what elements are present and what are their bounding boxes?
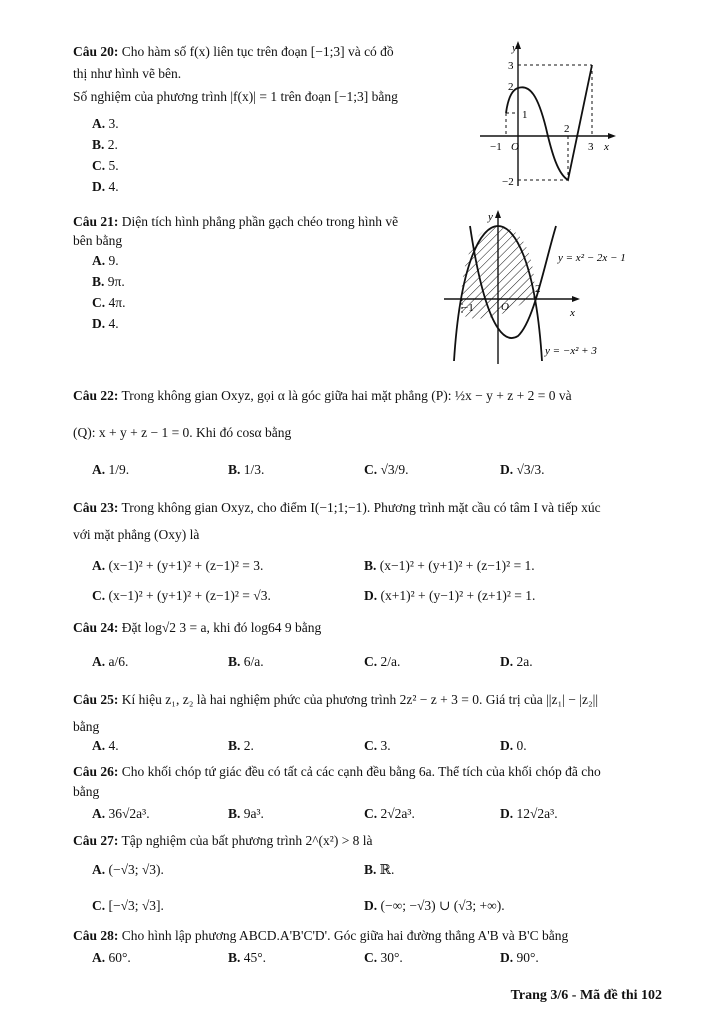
q23-line1 <box>73 500 601 516</box>
q26-option-a <box>92 806 150 822</box>
q27-option-b <box>364 862 394 878</box>
option-letter: B. <box>364 862 377 877</box>
q20-option-b <box>92 137 118 153</box>
q28-option-a <box>92 950 131 966</box>
tick-x3: 3 <box>588 141 594 153</box>
option-text: √3/3. <box>516 462 545 477</box>
question-text: Cho hình lập phương ABCD.A'B'C'D'. Góc giữa hai đường thẳng A'B và B'C bằng <box>121 928 569 943</box>
option-text: (x+1)² + (y−1)² + (z+1)² = 1. <box>380 588 536 603</box>
option-text: 90°. <box>516 950 539 965</box>
option-text: a/6. <box>108 654 129 669</box>
option-letter: C. <box>364 462 378 477</box>
option-text: 2. <box>107 137 118 152</box>
option-letter: A. <box>92 116 106 131</box>
option-letter: C. <box>364 950 378 965</box>
y-label: y <box>512 42 517 54</box>
option-text: 12√2a³. <box>516 806 558 821</box>
x-axis-arrow <box>572 296 580 302</box>
option-text: 9. <box>108 253 119 268</box>
question-label: Câu 22: <box>73 388 119 403</box>
option-letter: D. <box>500 654 514 669</box>
option-letter: A. <box>92 862 106 877</box>
option-letter: A. <box>92 462 106 477</box>
option-letter: C. <box>92 898 106 913</box>
q26-option-b <box>228 806 264 822</box>
q28-option-b <box>228 950 266 966</box>
option-text: 4π. <box>108 295 126 310</box>
q22-option-a <box>92 462 129 478</box>
option-text: 9a³. <box>243 806 264 821</box>
option-letter: B. <box>228 462 241 477</box>
option-text: 4. <box>108 738 119 753</box>
q21-line2: bên bằng <box>73 233 123 248</box>
q20-line3: Số nghiệm của phương trình |f(x)| = 1 trên đoạn [−1;3] bằng <box>73 89 398 104</box>
option-letter: A. <box>92 738 106 753</box>
q24-option-a <box>92 654 128 670</box>
option-letter: B. <box>92 137 105 152</box>
option-text: (x−1)² + (y+1)² + (z−1)² = 3. <box>108 558 264 573</box>
option-letter: A. <box>92 654 106 669</box>
option-letter: B. <box>228 738 241 753</box>
option-text: 5. <box>108 158 119 173</box>
option-text: 45°. <box>243 950 267 965</box>
q20-option-c <box>92 158 119 174</box>
option-text: 1/9. <box>108 462 130 477</box>
q27-option-a <box>92 862 164 878</box>
q22-line1 <box>73 388 572 404</box>
option-text: 30°. <box>380 950 403 965</box>
x-label: x <box>604 141 609 153</box>
option-letter: A. <box>92 806 106 821</box>
q24-option-b <box>228 654 264 670</box>
question-text: Cho hàm số f(x) liên tục trên đoạn [−1;3] và có đồ <box>121 44 394 59</box>
option-text: 60°. <box>108 950 131 965</box>
q26-line2: bằng <box>73 784 100 799</box>
option-letter: D. <box>92 316 106 331</box>
q20-line2: thị như hình vẽ bên. <box>73 66 182 81</box>
option-letter: D. <box>500 462 514 477</box>
tick-xm1: −1 <box>462 302 474 314</box>
q21-option-b <box>92 274 125 290</box>
option-text: 2. <box>243 738 254 753</box>
q28-line1 <box>73 928 568 944</box>
q23-option-d <box>364 588 535 604</box>
option-letter: C. <box>364 738 378 753</box>
page-footer: Trang 3/6 - Mã đề thi 102 <box>510 988 662 1003</box>
option-letter: D. <box>500 806 514 821</box>
q25-option-c <box>364 738 391 754</box>
option-text: 4. <box>108 316 119 331</box>
option-letter: C. <box>92 158 106 173</box>
q23-option-c <box>92 588 271 604</box>
option-letter: C. <box>364 806 378 821</box>
q23-option-a <box>92 558 263 574</box>
option-letter: D. <box>92 179 106 194</box>
question-label: Câu 25: <box>73 692 119 707</box>
question-text: Trong không gian Oxyz, gọi α là góc giữa hai mặt phẳng (P): ½x − y + z + 2 = 0 và <box>121 388 572 403</box>
x-axis-arrow <box>608 133 616 139</box>
function-curve <box>506 65 592 180</box>
option-letter: D. <box>500 738 514 753</box>
option-text: (x−1)² + (y+1)² + (z−1)² = 1. <box>379 558 535 573</box>
q26-line1 <box>73 764 601 780</box>
x-label: x <box>570 307 575 319</box>
q25-option-b <box>228 738 254 754</box>
question-label: Câu 24: <box>73 620 119 635</box>
question-text: Đặt log√2 3 = a, khi đó log64 9 bằng <box>121 620 322 635</box>
option-text: 6/a. <box>243 654 264 669</box>
q27-option-c <box>92 898 164 914</box>
q21-graph <box>440 206 670 368</box>
q25-option-d <box>500 738 527 754</box>
q21-line1 <box>73 214 398 230</box>
option-text: ℝ. <box>379 862 395 877</box>
q23-line2: với mặt phẳng (Oxy) là <box>73 527 200 542</box>
option-text: 3. <box>108 116 119 131</box>
q24-option-d <box>500 654 533 670</box>
option-text: √3/9. <box>380 462 409 477</box>
option-text: 0. <box>516 738 527 753</box>
question-label: Câu 28: <box>73 928 119 943</box>
option-text: 4. <box>108 179 119 194</box>
q22-option-d <box>500 462 545 478</box>
option-text: (−√3; √3). <box>108 862 164 877</box>
q22-option-b <box>228 462 264 478</box>
q20-option-d <box>92 179 119 195</box>
option-letter: B. <box>228 950 241 965</box>
q27-option-d <box>364 898 505 914</box>
question-text: Cho khối chóp tứ giác đều có tất cả các cạnh đều bằng 6a. Thể tích của khối chóp đã cho <box>121 764 601 779</box>
y-axis-arrow <box>495 210 501 218</box>
option-text: 3. <box>380 738 391 753</box>
q28-option-c <box>364 950 403 966</box>
option-letter: A. <box>92 253 106 268</box>
q27-line1 <box>73 833 373 849</box>
question-label: Câu 26: <box>73 764 119 779</box>
question-text: Diện tích hình phẳng phần gạch chéo trong hình vẽ <box>121 214 399 229</box>
origin-label: O <box>511 141 519 153</box>
option-text: 9π. <box>107 274 125 289</box>
option-text: 2/a. <box>380 654 401 669</box>
option-text: 2a. <box>516 654 533 669</box>
q26-option-d <box>500 806 558 822</box>
option-letter: D. <box>500 950 514 965</box>
q21-option-d <box>92 316 119 332</box>
origin-label: O <box>501 301 509 313</box>
tick-xm1: −1 <box>490 141 502 153</box>
option-letter: B. <box>364 558 377 573</box>
y-label: y <box>488 211 493 223</box>
option-text: (−∞; −√3) ∪ (√3; +∞). <box>380 898 505 913</box>
option-text: 36√2a³. <box>108 806 150 821</box>
q25-line2: bằng <box>73 719 100 734</box>
question-label: Câu 23: <box>73 500 119 515</box>
q24-line1 <box>73 620 321 636</box>
q21-option-a <box>92 253 119 269</box>
curve1-label: y = x² − 2x − 1 <box>558 252 626 264</box>
option-letter: B. <box>228 806 241 821</box>
tick-y2: 2 <box>508 81 514 93</box>
question-label: Câu 21: <box>73 214 119 229</box>
option-text: (x−1)² + (y+1)² + (z−1)² = √3. <box>108 588 271 603</box>
tick-x2: 2 <box>564 123 570 135</box>
q21-option-c <box>92 295 125 311</box>
q20-option-a <box>92 116 119 132</box>
q24-option-c <box>364 654 400 670</box>
q22-option-c <box>364 462 409 478</box>
q26-option-c <box>364 806 415 822</box>
option-letter: A. <box>92 950 106 965</box>
question-text: Kí hiệu z₁, z₂ là hai nghiệm phức của phương trình 2z² − z + 3 = 0. Giá trị của ||z₁| − |z₂|| <box>121 692 599 707</box>
option-letter: D. <box>364 588 378 603</box>
q23-option-b <box>364 558 535 574</box>
q22-line2: (Q): x + y + z − 1 = 0. Khi đó cosα bằng <box>73 425 292 440</box>
tick-ym2: −2 <box>502 176 514 188</box>
question-label: Câu 20: <box>73 44 119 59</box>
option-letter: C. <box>364 654 378 669</box>
curve2-label: y = −x² + 3 <box>545 345 597 357</box>
option-letter: D. <box>364 898 378 913</box>
question-text: Trong không gian Oxyz, cho điểm I(−1;1;−1). Phương trình mặt cầu có tâm I và tiếp xúc <box>121 500 601 515</box>
q20-line1 <box>73 44 394 60</box>
question-text: Tập nghiệm của bất phương trình 2^(x²) > 8 là <box>121 833 373 848</box>
q20-graph <box>478 38 618 198</box>
tick-y1: 1 <box>522 109 528 121</box>
tick-x2: 2 <box>535 283 541 295</box>
q25-line1 <box>73 692 598 708</box>
option-letter: B. <box>228 654 241 669</box>
tick-y3: 3 <box>508 60 514 72</box>
q28-option-d <box>500 950 539 966</box>
option-text: 1/3. <box>243 462 265 477</box>
question-label: Câu 27: <box>73 833 119 848</box>
option-letter: B. <box>92 274 105 289</box>
option-text: [−√3; √3]. <box>108 898 164 913</box>
q25-option-a <box>92 738 119 754</box>
option-letter: A. <box>92 558 106 573</box>
option-text: 2√2a³. <box>380 806 415 821</box>
option-letter: C. <box>92 588 106 603</box>
option-letter: C. <box>92 295 106 310</box>
